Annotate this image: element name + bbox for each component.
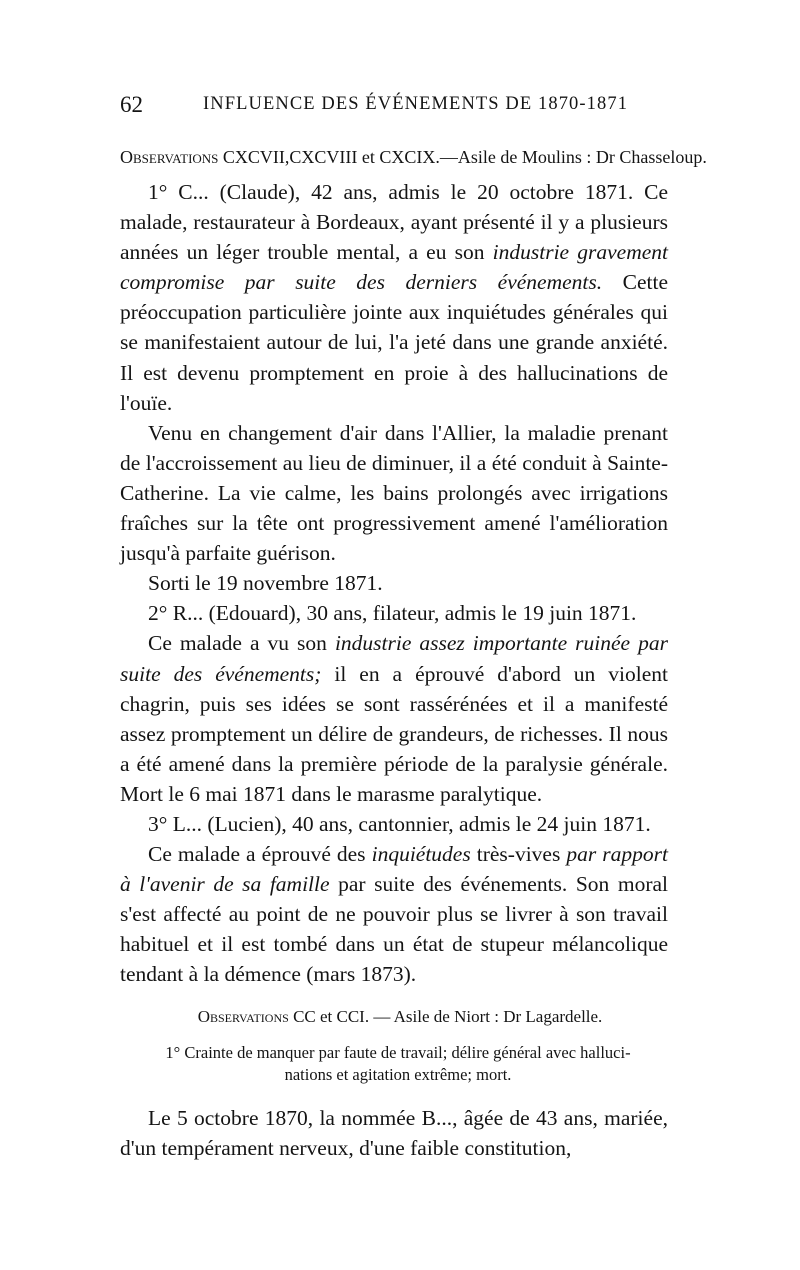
observations-label: Observations xyxy=(120,147,219,167)
observations-heading-moulins xyxy=(120,145,707,169)
running-title: INFLUENCE DES ÉVÉNEMENTS DE 1870-1871 xyxy=(203,94,629,114)
case-1-block xyxy=(120,177,668,990)
case-3-emphasis-1: inquiétudes xyxy=(371,842,471,867)
observations-heading-text-b: CC et CCI. — Asile de Niort : Dr Lagardelle. xyxy=(288,1007,603,1026)
case-1-text-a: 1° C... (Claude), 42 ans, admis le 20 octobre 1871. Ce malade, restaurateur à Bordeaux, ayant présenté il y a plusieurs années un léger trouble mental, a eu son xyxy=(120,180,668,265)
observations-heading-niort xyxy=(120,1005,680,1029)
case-b1-block xyxy=(120,1103,668,1163)
observations-label-b: Observations xyxy=(197,1007,289,1026)
observations-heading-text: CXCVII,CXCVIII et CXCIX.—Asile de Moulins : Dr Chasseloup. xyxy=(218,147,707,167)
case-2-intro: 2° R... (Edouard), 30 ans, filateur, admis le 19 juin 1871. xyxy=(148,601,637,626)
case-2-text-b: il en a éprouvé d'abord un violent chagrin, puis ses idées se sont rassérénées et il a manifesté assez promptement un délire de grandeurs, de richesses. Il nous a été amené dans la première période de la paralysie générale. Mort le 6 mai 1871 dans le marasme paralytique. xyxy=(120,661,668,806)
summary-line-1: 1° Crainte de manquer par faute de travail; délire général avec halluci- xyxy=(165,1043,631,1062)
case-1-emphasis: industrie gravement compromise par suite des derniers événements. xyxy=(120,240,668,295)
case-3-text-a: Ce malade a éprouvé des xyxy=(148,842,372,867)
case-3-text-b: très-vives xyxy=(470,842,567,867)
case-3-intro: 3° L... (Lucien), 40 ans, cantonnier, admis le 24 juin 1871. xyxy=(148,811,651,836)
case-3-text-c: par suite des événements. Son moral s'est affecté au point de ne pouvoir plus se livrer à son travail habituel et il est tombé dans un état de stupeur mélancolique tendant à la démence (mars 1873). xyxy=(120,872,668,987)
case-2-emphasis: industrie assez importante ruinée par suite des événements; xyxy=(120,631,668,686)
case-2-text-a: Ce malade a vu son xyxy=(148,631,335,656)
page-number: 62 xyxy=(120,92,143,117)
case-3-paragraph xyxy=(120,839,668,989)
case-2-paragraph xyxy=(120,628,668,809)
case-b1-paragraph: Le 5 octobre 1870, la nommée B..., âgée de 43 ans, mariée, d'un tempérament nerveux, d'une faible constitution, xyxy=(120,1106,668,1161)
case-3-emphasis-2: par rapport à l'avenir de sa famille xyxy=(120,842,669,897)
summary-line-2: nations et agitation extrême; mort. xyxy=(284,1065,512,1084)
page-header xyxy=(120,92,680,122)
case-b1-summary xyxy=(120,1042,676,1086)
case-1-course: Venu en changement d'air dans l'Allier, la maladie prenant de l'accroissement au lieu de diminuer, il a été conduit à Sainte-Catherine. La vie calme, les bains prolongés avec irrigations fraîches sur la tête ont progressivement amené l'amélioration jusqu'à parfaite guérison. xyxy=(120,420,668,566)
case-1-text-b: Cette préoccupation particulière jointe aux inquiétudes générales qui se manifestaient autour de lui, l'a jeté dans une grande anxiété. Il est devenu promptement en proie à des hallucinations de l'ouïe. xyxy=(120,270,669,415)
case-1-discharge: Sorti le 19 novembre 1871. xyxy=(148,571,383,596)
case-1-paragraph xyxy=(120,177,668,418)
